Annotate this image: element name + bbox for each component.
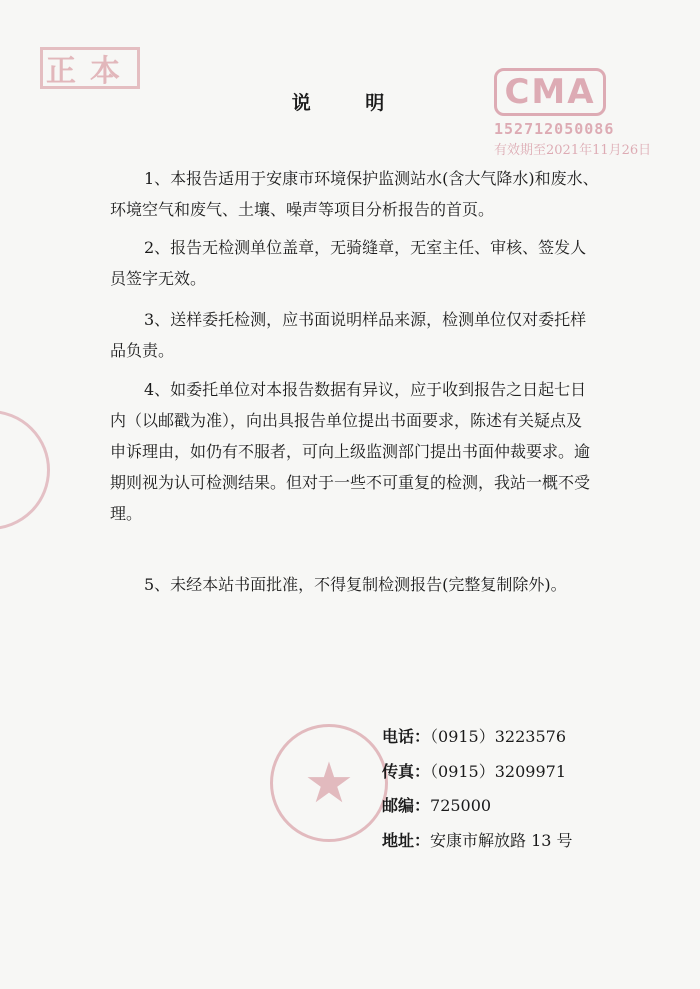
page-title: 说 明 xyxy=(291,92,409,114)
cma-valid-date: 有效期至2021年11月26日 xyxy=(494,143,652,158)
address-value: 安康市解放路 13 号 xyxy=(430,830,573,850)
cma-logo: CMA xyxy=(494,68,606,116)
address-row xyxy=(382,824,573,859)
fax-label: 传真： xyxy=(382,761,431,781)
fax-row xyxy=(382,755,573,790)
clause-2: 2、报告无检测单位盖章，无骑缝章，无室主任、审核、签发人 员签字无效。 xyxy=(110,238,587,288)
phone-label: 电话： xyxy=(382,727,431,746)
contact-block xyxy=(382,720,573,858)
postcode-value: 725000 xyxy=(430,796,492,815)
clause-3: 3、送样委托检测，应书面说明样品来源，检测单位仅对委托样 品负责。 xyxy=(110,310,587,360)
cma-number: 152712050086 xyxy=(494,120,615,138)
riding-seal xyxy=(0,410,50,530)
postcode-row xyxy=(382,789,573,824)
fax-value: （0915）3209971 xyxy=(430,761,566,781)
copy-stamp: 正本 xyxy=(40,47,140,89)
clause-1: 1、本报告适用于安康市环境保护监测站水(含大气降水)和废水、 环境空气和废气、土壤、噪声等项目分析报告的首页。 xyxy=(110,169,599,219)
postcode-label: 邮编： xyxy=(382,796,431,815)
star-icon: ★ xyxy=(303,750,355,816)
official-round-seal xyxy=(270,724,388,842)
phone-value: （0915）3223576 xyxy=(430,727,566,746)
clause-5: 5、未经本站书面批准，不得复制检测报告(完整复制除外)。 xyxy=(144,575,567,594)
phone-row xyxy=(382,720,573,755)
clause-4: 4、如委托单位对本报告数据有异议，应于收到报告之日起七日 内（以邮戳为准），向出具报告单位提出书面要求，陈述有关疑点及 申诉理由，如仍有不服者，可向上级监测部门提出书面仲裁要求。逾 期则视为认可检测结果。但对于一些不可重复的检测，我站一概不受 理。 xyxy=(110,380,591,523)
address-label: 地址： xyxy=(382,830,431,850)
